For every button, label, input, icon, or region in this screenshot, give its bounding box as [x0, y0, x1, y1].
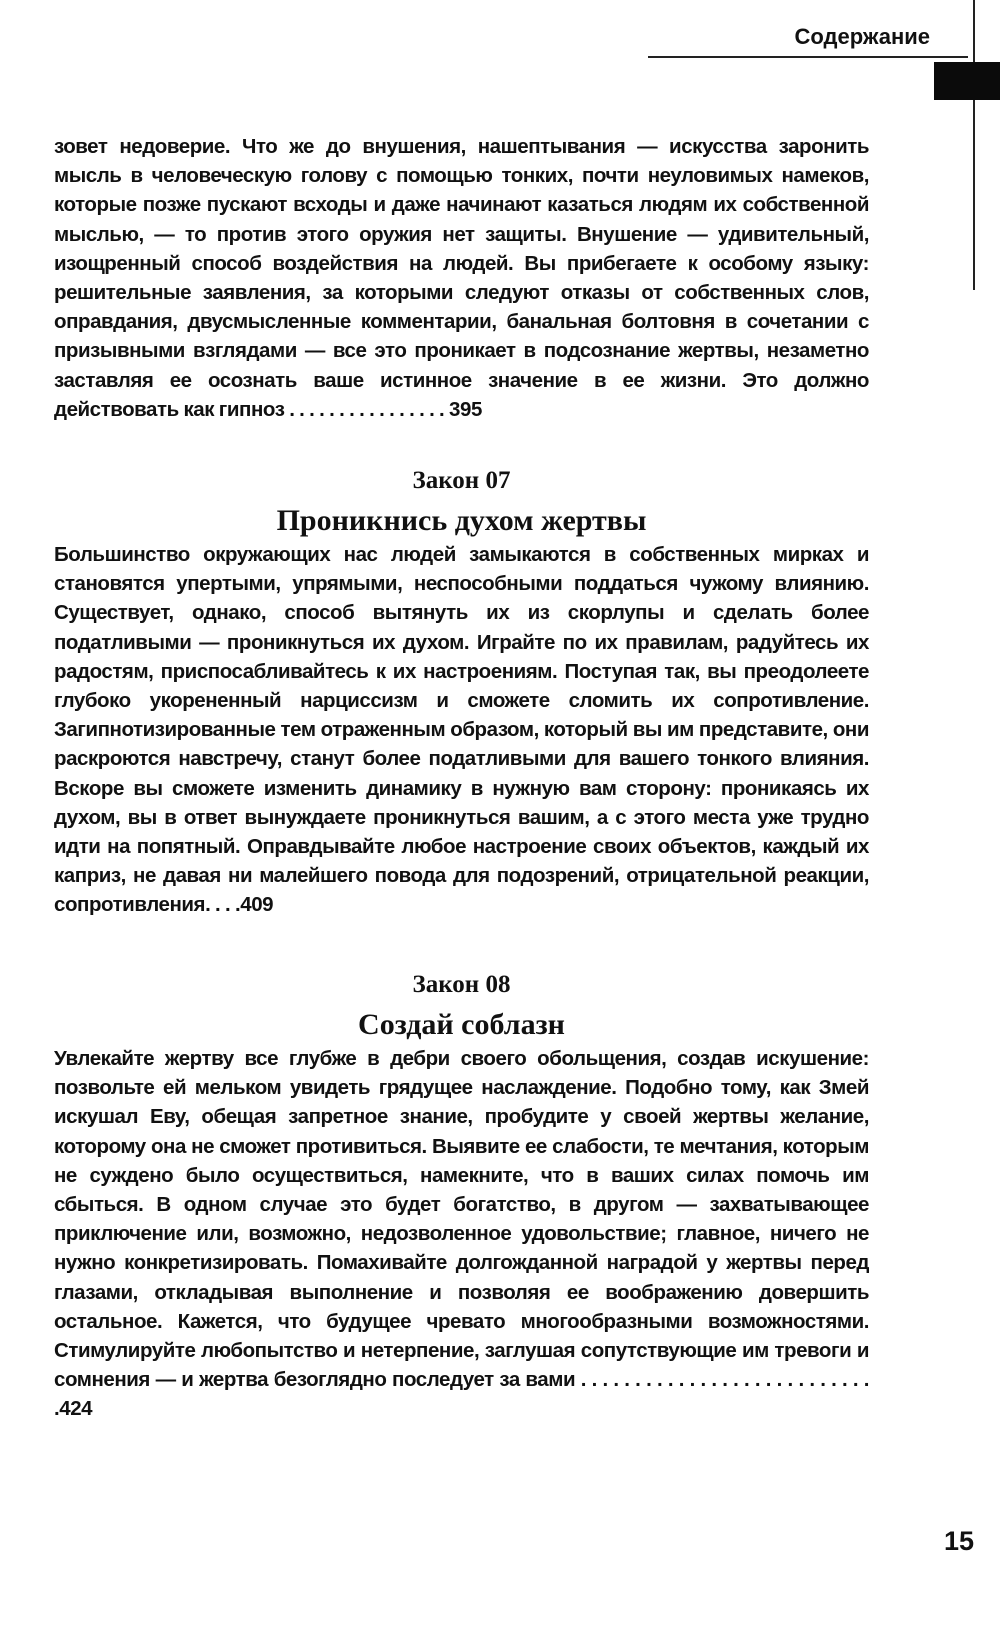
entry-description: зовет недоверие. Что же до внушения, нашептывания — искусства заронить мысль в человеческую голову с помощью тонких, почти неуловимых намеков, которые позже пускают всходы и даже начинают казаться людям их собственной мыслью, — то против этого оружия нет защиты. Внушение — удивительный, изощренный способ воздействия на людей. Вы прибегаете к особому языку: решительные заявления, за которыми следуют отказы от собственных слов, оправдания, двусмысленные комментарии, банальная болтовня в сочетании с призывными взглядами — все это проникает в подсознание жертвы, незаметно заставляя ее осознать ваше истинное значение в ее жизни. Это должно действовать как гипноз . . . . . . . . . . . . . . . . 395: [54, 135, 869, 421]
toc-entry-law-08: [54, 970, 869, 1424]
toc-entry-continued: [54, 132, 869, 424]
page-number: 15: [944, 1526, 975, 1556]
entry-description: Увлекайте жертву все глубже в дебри своего обольщения, создав искушение: позвольте ей мельком увидеть грядущее наслаждение. Подобно тому, как Змей искушал Еву, обещая запретное знание, пробудите у своей жертвы желание, которому она не сможет противиться. Выявите ее слабости, те мечтания, которым не суждено было осуществиться, намекните, что в ваших силах помочь им сбыться. В одном случае это будет богатство, в другом — захватывающее приключение или, возможно, недозволенное удовольствие; главное, ничего не нужно конкретизировать. Помахивайте долгожданной наградой у жертвы перед глазами, откладывая выполнение и позволяя ее воображению довершить остальное. Кажется, что будущее чревато многообразными возможностями. Стимулируйте любопытство и нетерпение, заглушая сопутствующие им тревоги и сомнения — и жертва безоглядно последует за вами . . . . . . . . . . . . . . . . . . . . . . . . . . . .424: [54, 1047, 869, 1421]
entry-description: Большинство окружающих нас людей замыкаются в собственных мирках и становятся упертыми, упрямыми, неспособными поддаться чужому влиянию. Существует, однако, способ вытянуть их из скорлупы и сделать более податливыми — проникнуться их духом. Играйте по их правилам, радуйтесь их радостям, приспосабливайтесь к их настроениям. Поступая так, вы преодолеете глубоко укорененный нарциссизм и сможете сломить их сопротивление. Загипнотизированные тем отраженным образом, который вы им представите, они раскроются навстречу, станут более податливыми для вашего тонкого влияния. Вскоре вы сможете изменить динамику в нужную вам сторону: проникаясь их духом, вы в ответ вынуждаете проникнуться вашим, а с этого места уже трудно идти на попятный. Оправдывайте любое настроение своих объектов, каждый их каприз, не давая ни малейшего повода для подозрений, отрицательной реакции, сопротивления. . . .409: [54, 543, 869, 917]
law-title: Проникнись духом жертвы: [276, 504, 647, 537]
section-tab-marker: [934, 62, 1000, 100]
toc-entry-law-07: [54, 466, 869, 920]
header-rule: [648, 56, 968, 58]
running-header: Содержание: [794, 24, 930, 49]
law-number: Закон 07: [412, 467, 511, 494]
law-title: Создай соблазн: [358, 1008, 565, 1041]
law-number: Закон 08: [412, 971, 511, 998]
margin-rule: [973, 0, 975, 290]
